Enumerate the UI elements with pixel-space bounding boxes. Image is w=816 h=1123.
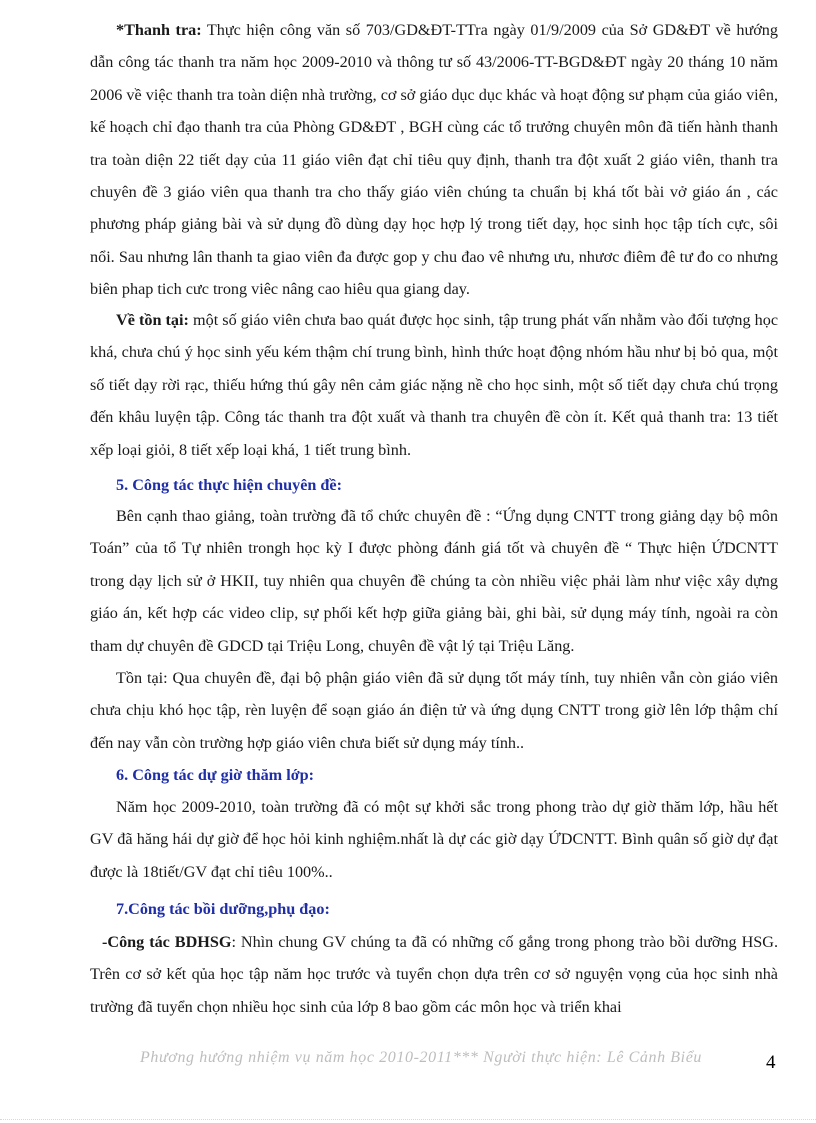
lead-ve-ton-tai: Về tồn tại: bbox=[116, 311, 189, 329]
lead-bdhsg: -Công tác BDHSG bbox=[102, 933, 232, 951]
heading-section-5: 5. Công tác thực hiện chuyên đề: bbox=[116, 476, 343, 494]
paragraph-section-5b: Tồn tại: Qua chuyên đề, đại bộ phận giáo viên đã sử dụng tốt máy tính, tuy nhiên vẫn còn giáo viên chưa chịu khó học tập, rèn luyện để soạn giáo án điện tử và ứng dụng CNTT trong giờ lên lớp thậm chí đến nay vẫn còn trường hợp giáo viên chưa biết sử dụng máy tính.. bbox=[90, 669, 778, 752]
heading-section-7: 7.Công tác bồi dưỡng,phụ đạo: bbox=[116, 900, 330, 918]
lead-thanh-tra: *Thanh tra: bbox=[116, 21, 202, 39]
page-number: 4 bbox=[766, 1052, 776, 1073]
paragraph-ve-ton-tai bbox=[90, 304, 778, 466]
paragraph-bdhsg bbox=[90, 926, 778, 1023]
paragraph-section-6: Năm học 2009-2010, toàn trường đã có một sự khởi sắc trong phong trào dự giờ thăm lớp, hầu hết GV đã hăng hái dự giờ để học hỏi kinh nghiệm.nhất là dự các giờ dạy ỨDCNTT. Bình quân số giờ dự đạt được là 18tiết/GV đạt chỉ tiêu 100%.. bbox=[90, 798, 778, 881]
body-ve-ton-tai: một số giáo viên chưa bao quát được học sinh, tập trung phát vấn nhằm vào đối tượng học khá, chưa chú ý học sinh yếu kém thậm chí trung bình, hình thức hoạt động nhóm hầu như bị bỏ qua, một số tiết dạy rời rạc, thiếu hứng thú gây nên cảm giác nặng nề cho học sinh, một số tiết dạy chưa chú trọng đến khâu luyện tập. Công tác thanh tra đột xuất và thanh tra chuyên đề còn ít. Kết quả thanh tra: 13 tiết xếp loại giỏi, 8 tiết xếp loại khá, 1 tiết trung bình. bbox=[90, 311, 778, 459]
paragraph-thanh-tra bbox=[90, 14, 778, 306]
body-thanh-tra: Thực hiện công văn số 703/GD&ĐT-TTra ngày 01/9/2009 của Sở GD&ĐT về hướng dẫn công tác thanh tra năm học 2009-2010 và thông tư số 43/2006-TT-BGD&ĐT ngày 20 tháng 10 năm 2006 về việc thanh tra toàn diện nhà trường, cơ sở giáo dục dục khác và hoạt động sư phạm của giáo viên, kế hoạch chỉ đạo thanh tra của Phòng GD&ĐT , BGH cùng các tổ trưởng chuyên môn đã tiến hành thanh tra toàn diện 22 tiết dạy của 11 giáo viên đạt chỉ tiêu quy định, thanh tra đột xuất 2 giáo viên, thanh tra chuyên đề 3 giáo viên qua thanh tra cho thấy giáo viên chúng ta chuẩn bị khá tốt bài vở giáo án , các phương pháp giảng bài và sử dụng đồ dùng dạy học hợp lý trong tiết dạy, học sinh học tập tích cực, sôi nổi. Sau nhưng lân thanh ta giao viên đa được gop y chu đao vê nhưng ưu, nhươc điêm đê tư đo co nhưng biên phap tich cưc trong viêc nâng cao hiêu qua giang day. bbox=[90, 21, 778, 299]
paragraph-section-5a: Bên cạnh thao giảng, toàn trường đã tổ chức chuyên đề : “Ứng dụng CNTT trong giảng dạy bộ môn Toán” của tổ Tự nhiên trongh học kỳ I được phòng đánh giá tốt và chuyên đề “ Thực hiện ỨDCNTT trong dạy lịch sử ở HKII, tuy nhiên qua chuyên đề chúng ta còn nhiều việc phải làm như việc xây dựng giáo án, kết hợp các video clip, sự phối kết hợp giữa giảng bài, ghi bài, sử dụng máy tính, ngoài ra còn tham dự chuyên đề GDCD tại Triệu Long, chuyên đề vật lý tại Triệu Lăng. bbox=[90, 507, 778, 655]
page-bottom-divider bbox=[0, 1119, 816, 1120]
body-bdhsg: : Nhìn chung GV chúng ta đã có những cố gắng trong phong trào bồi dưỡng HSG. Trên cơ sở kết qủa học tập năm học trước và tuyển chọn dựa trên cơ sở nguyện vọng của học sinh nhà trường đã tuyển chọn nhiều học sinh của lớp 8 bao gồm các môn học và triển khai bbox=[90, 933, 778, 1016]
footer-text: Phương hướng nhiệm vụ năm học 2010-2011*** Người thực hiện: Lê Cảnh Biểu bbox=[140, 1049, 703, 1066]
heading-section-6: 6. Công tác dự giờ thăm lớp: bbox=[116, 766, 315, 784]
